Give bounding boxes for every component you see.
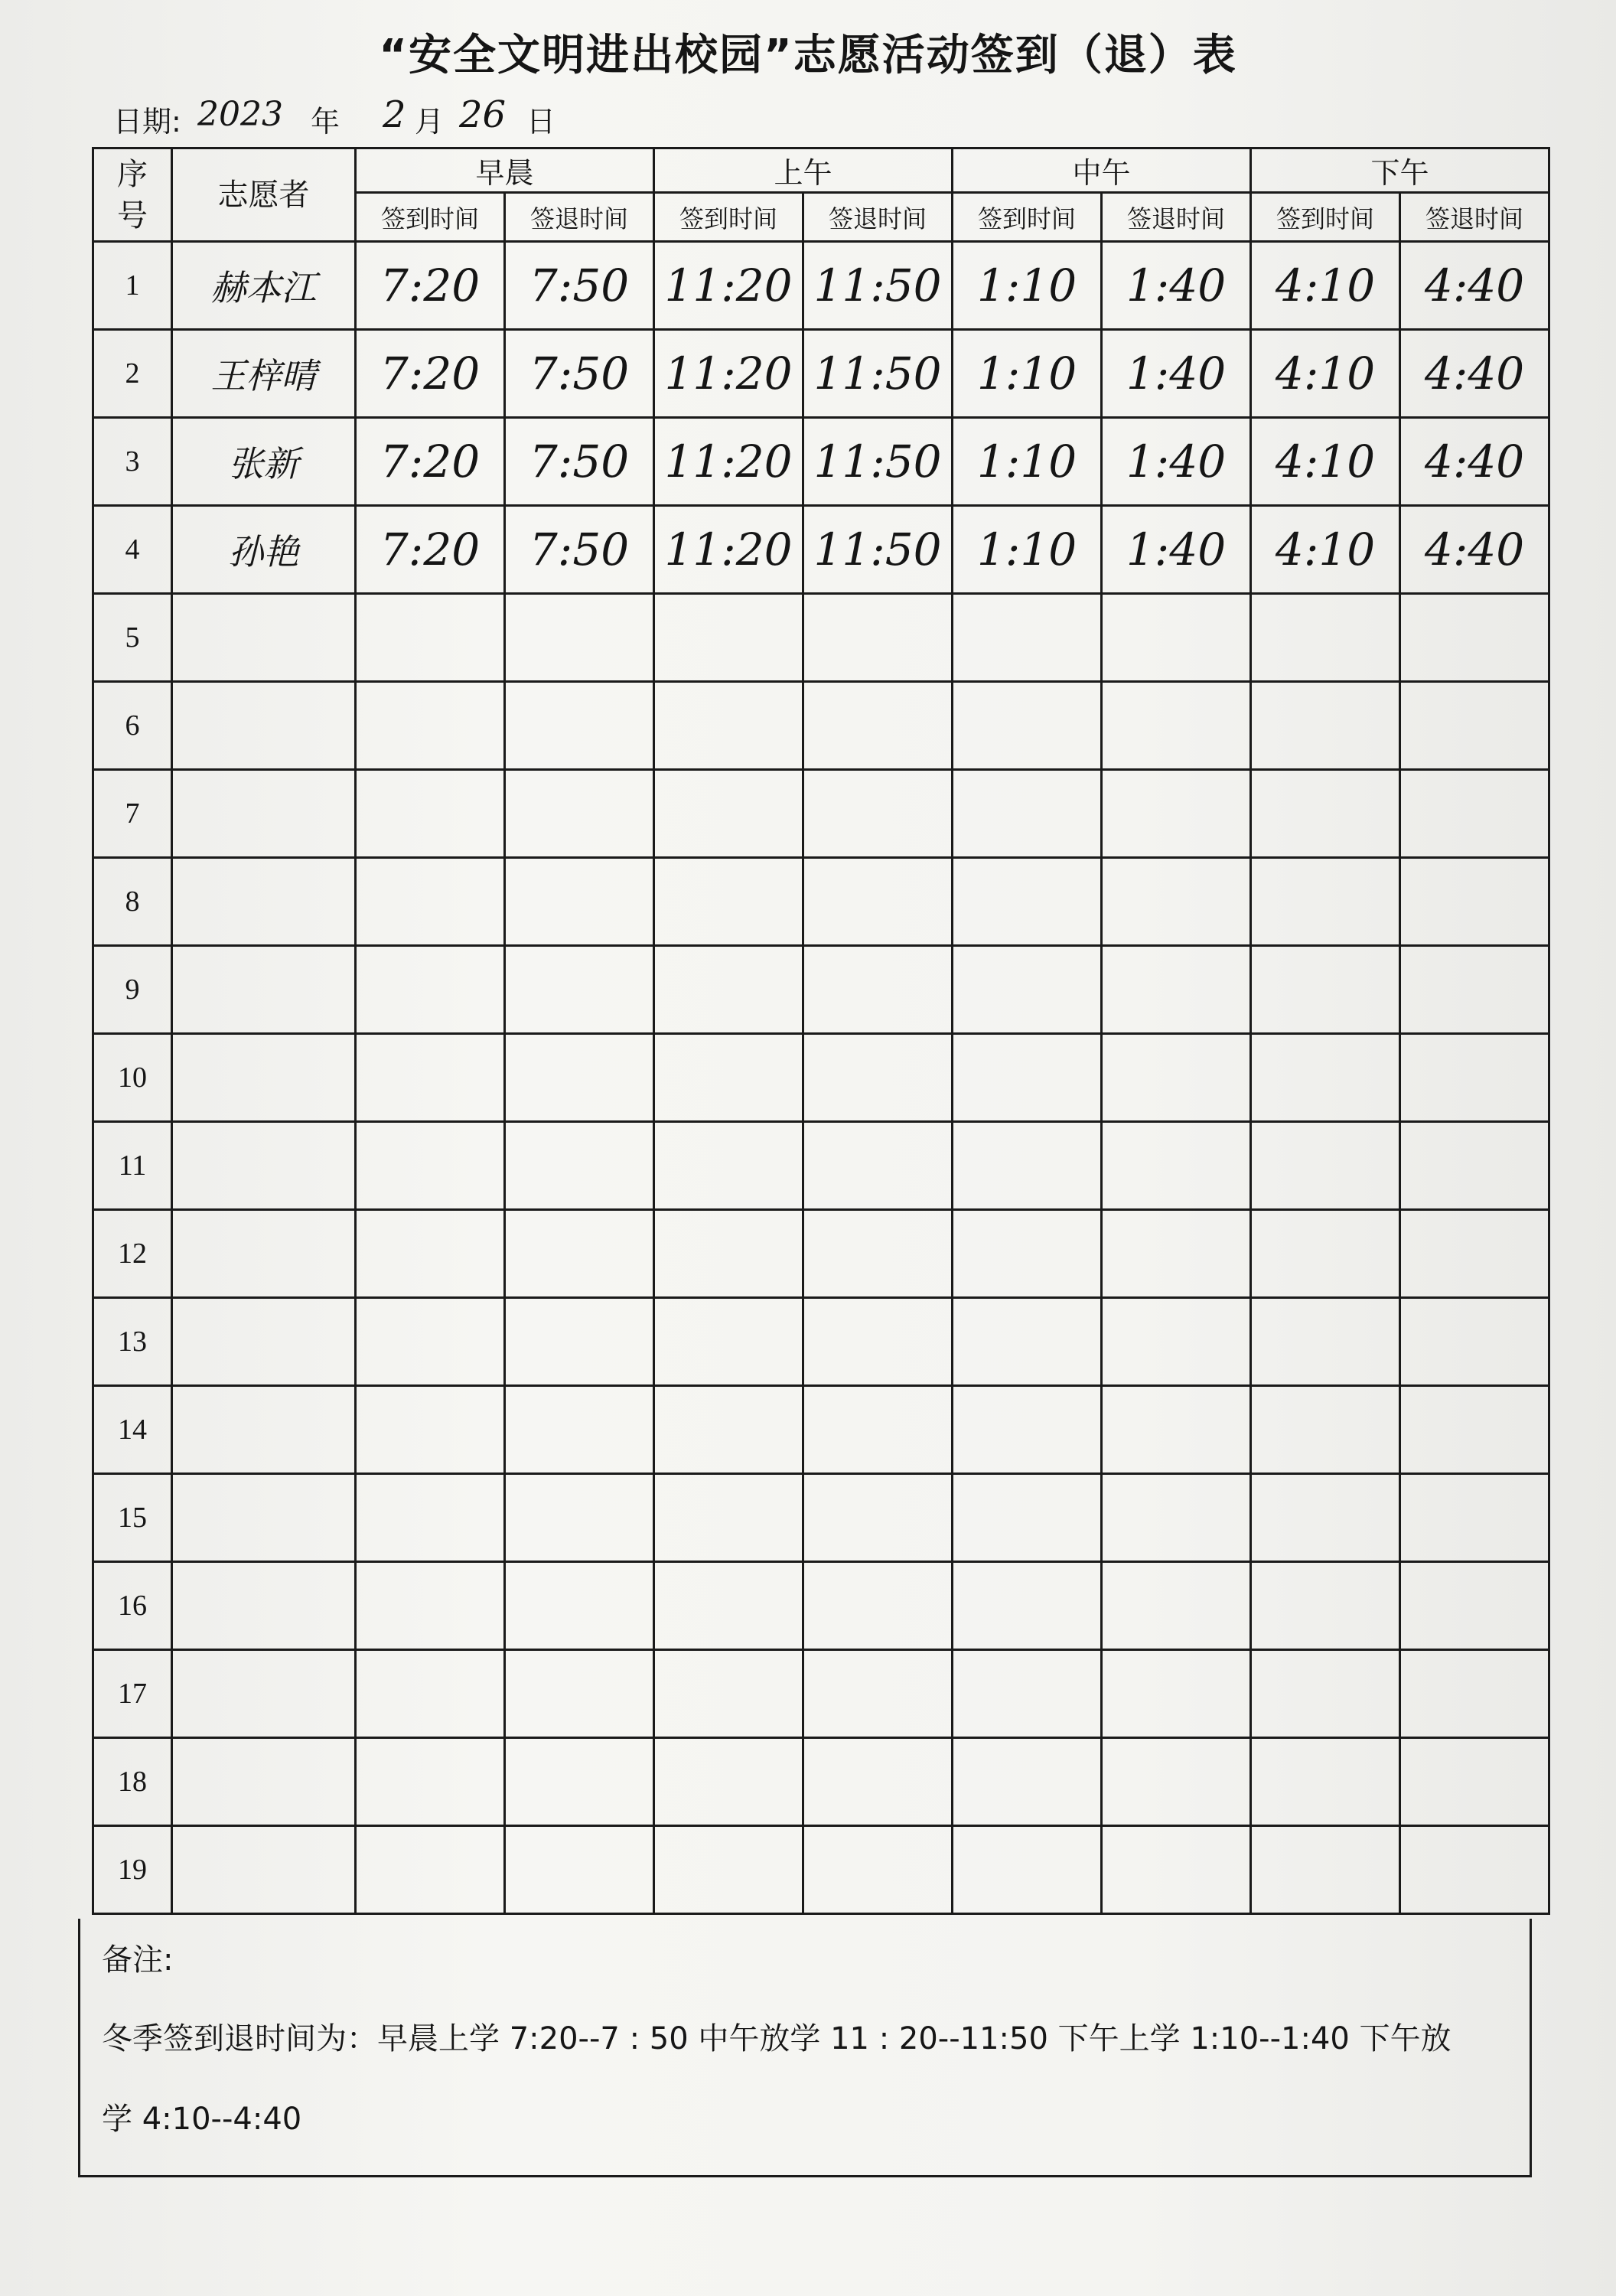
sign-in-time-cell bbox=[356, 770, 505, 858]
sign-out-time-cell bbox=[803, 1386, 953, 1474]
volunteer-name-cell bbox=[172, 1826, 356, 1914]
sign-out-time-cell bbox=[1400, 1034, 1549, 1122]
table-row bbox=[93, 418, 1549, 506]
notes-box bbox=[78, 1919, 1532, 2177]
sign-in-time-cell bbox=[654, 770, 803, 858]
volunteer-name-cell: 孙艳 bbox=[172, 506, 356, 594]
sign-out-time-cell bbox=[1102, 1210, 1251, 1298]
sign-in-time-cell bbox=[356, 1298, 505, 1386]
sign-in-time-cell bbox=[953, 1122, 1102, 1210]
sign-out-time-cell: 7:50 bbox=[505, 418, 654, 506]
table-row bbox=[93, 1826, 1549, 1914]
table-row bbox=[93, 682, 1549, 770]
sign-out-time-cell bbox=[803, 594, 953, 682]
sign-in-time-cell bbox=[1251, 682, 1400, 770]
sign-in-time-cell bbox=[1251, 858, 1400, 946]
sign-in-time-cell bbox=[1251, 1298, 1400, 1386]
sign-out-time-cell bbox=[505, 1034, 654, 1122]
sign-in-time-cell bbox=[1251, 1034, 1400, 1122]
sign-out-time-cell bbox=[505, 858, 654, 946]
sign-in-time-cell: 7:20 bbox=[356, 330, 505, 418]
sign-in-time-cell bbox=[356, 1210, 505, 1298]
sign-in-time-cell: 11:20 bbox=[654, 330, 803, 418]
header-period-afternoon: 下午 bbox=[1251, 148, 1549, 193]
sign-out-time-cell: 7:50 bbox=[505, 330, 654, 418]
sign-in-time-cell bbox=[953, 1562, 1102, 1650]
sign-in-time-cell: 11:20 bbox=[654, 242, 803, 330]
sign-out-time-cell bbox=[505, 594, 654, 682]
header-sign-in: 签到时间 bbox=[953, 193, 1102, 242]
sign-in-time-cell bbox=[654, 1826, 803, 1914]
sign-out-time-cell bbox=[505, 946, 654, 1034]
header-sign-out: 签退时间 bbox=[803, 193, 953, 242]
sign-out-time-cell bbox=[1400, 1386, 1549, 1474]
sign-out-time-cell bbox=[1102, 1826, 1251, 1914]
table-row bbox=[93, 1034, 1549, 1122]
form-title: “安全文明进出校园”志愿活动签到（退）表 bbox=[379, 31, 1237, 80]
sign-out-time-cell: 4:40 bbox=[1400, 330, 1549, 418]
sign-in-time-cell bbox=[356, 858, 505, 946]
sign-in-time-cell bbox=[654, 1562, 803, 1650]
sign-out-time-cell bbox=[1400, 858, 1549, 946]
sign-out-time-cell bbox=[505, 1298, 654, 1386]
header-row-periods bbox=[93, 148, 1549, 193]
sign-out-time-cell bbox=[505, 1210, 654, 1298]
table-row bbox=[93, 506, 1549, 594]
sign-out-time-cell bbox=[1102, 858, 1251, 946]
sign-in-time-cell bbox=[953, 1474, 1102, 1562]
sign-out-time-cell bbox=[1400, 1562, 1549, 1650]
table-row bbox=[93, 330, 1549, 418]
sign-in-time-cell: 1:10 bbox=[953, 506, 1102, 594]
table-row bbox=[93, 1210, 1549, 1298]
sign-in-time-cell: 1:10 bbox=[953, 242, 1102, 330]
date-label: 日期: bbox=[113, 105, 181, 139]
sign-in-time-cell bbox=[356, 1034, 505, 1122]
sign-in-time-cell: 4:10 bbox=[1251, 330, 1400, 418]
header-sign-out: 签退时间 bbox=[1102, 193, 1251, 242]
sign-out-time-cell bbox=[505, 1562, 654, 1650]
volunteer-name-cell bbox=[172, 1562, 356, 1650]
header-sign-out: 签退时间 bbox=[505, 193, 654, 242]
sign-out-time-cell: 11:50 bbox=[803, 330, 953, 418]
table-row bbox=[93, 1298, 1549, 1386]
sign-in-time-cell bbox=[953, 1826, 1102, 1914]
sign-in-time-cell bbox=[953, 1034, 1102, 1122]
sign-out-time-cell bbox=[803, 1650, 953, 1738]
sign-in-time-cell bbox=[654, 1474, 803, 1562]
sign-in-time-cell bbox=[1251, 1826, 1400, 1914]
sign-out-time-cell bbox=[1102, 1562, 1251, 1650]
table-row bbox=[93, 770, 1549, 858]
table-row bbox=[93, 1474, 1549, 1562]
sign-out-time-cell bbox=[1102, 1650, 1251, 1738]
sign-in-time-cell: 4:10 bbox=[1251, 242, 1400, 330]
row-number: 3 bbox=[93, 418, 172, 506]
sign-out-time-cell bbox=[1102, 1474, 1251, 1562]
sign-in-time-cell bbox=[356, 1650, 505, 1738]
table-row bbox=[93, 1650, 1549, 1738]
sign-in-time-cell bbox=[1251, 1562, 1400, 1650]
row-number: 5 bbox=[93, 594, 172, 682]
volunteer-name-cell bbox=[172, 1386, 356, 1474]
date-month: 2 bbox=[383, 93, 406, 136]
sign-out-time-cell: 4:40 bbox=[1400, 506, 1549, 594]
date-day-unit: 日 bbox=[526, 105, 556, 139]
date-year-unit: 年 bbox=[311, 105, 340, 139]
sign-in-time-cell bbox=[654, 1738, 803, 1826]
volunteer-name-cell: 张新 bbox=[172, 418, 356, 506]
volunteer-name-cell: 赫本江 bbox=[172, 242, 356, 330]
header-period-morning: 早晨 bbox=[356, 148, 654, 193]
table-row bbox=[93, 594, 1549, 682]
sign-out-time-cell bbox=[803, 1826, 953, 1914]
sign-in-time-cell: 4:10 bbox=[1251, 506, 1400, 594]
volunteer-name-cell bbox=[172, 1474, 356, 1562]
date-day: 26 bbox=[459, 93, 507, 136]
table-row bbox=[93, 1122, 1549, 1210]
sign-in-time-cell bbox=[356, 1562, 505, 1650]
sign-in-time-cell bbox=[953, 1386, 1102, 1474]
sign-in-time-cell bbox=[356, 1826, 505, 1914]
sign-in-time-cell bbox=[654, 1210, 803, 1298]
header-sign-in: 签到时间 bbox=[356, 193, 505, 242]
table-row bbox=[93, 1386, 1549, 1474]
sign-out-time-cell bbox=[803, 1122, 953, 1210]
date-month-unit: 月 bbox=[415, 105, 445, 139]
sign-out-time-cell bbox=[1102, 1298, 1251, 1386]
table-row bbox=[93, 946, 1549, 1034]
sign-out-time-cell bbox=[1400, 1298, 1549, 1386]
sign-out-time-cell bbox=[1102, 1738, 1251, 1826]
sign-in-time-cell bbox=[654, 946, 803, 1034]
sign-out-time-cell bbox=[803, 858, 953, 946]
sign-out-time-cell: 1:40 bbox=[1102, 242, 1251, 330]
sign-out-time-cell: 1:40 bbox=[1102, 418, 1251, 506]
sign-out-time-cell bbox=[803, 1562, 953, 1650]
volunteer-name-cell bbox=[172, 682, 356, 770]
notes-text-line-2: 学 4:10--4:40 bbox=[102, 2102, 302, 2137]
sign-out-time-cell bbox=[803, 770, 953, 858]
notes-label: 备注: bbox=[102, 1942, 174, 1978]
sign-out-time-cell: 4:40 bbox=[1400, 242, 1549, 330]
sign-out-time-cell bbox=[505, 770, 654, 858]
sign-out-time-cell bbox=[1102, 770, 1251, 858]
sign-in-time-cell: 7:20 bbox=[356, 242, 505, 330]
sign-out-time-cell bbox=[803, 1210, 953, 1298]
row-number: 10 bbox=[93, 1034, 172, 1122]
sign-out-time-cell bbox=[1400, 1650, 1549, 1738]
row-number: 14 bbox=[93, 1386, 172, 1474]
row-number: 17 bbox=[93, 1650, 172, 1738]
sign-in-time-cell bbox=[356, 1386, 505, 1474]
volunteer-name-cell: 王梓晴 bbox=[172, 330, 356, 418]
sign-out-time-cell: 1:40 bbox=[1102, 506, 1251, 594]
volunteer-name-cell bbox=[172, 1298, 356, 1386]
sign-out-time-cell bbox=[505, 1650, 654, 1738]
sign-out-time-cell bbox=[1400, 770, 1549, 858]
sign-in-time-cell bbox=[953, 946, 1102, 1034]
sign-in-time-cell bbox=[1251, 1210, 1400, 1298]
sign-out-time-cell: 4:40 bbox=[1400, 418, 1549, 506]
sign-out-time-cell bbox=[1400, 946, 1549, 1034]
notes-text-line-1: 冬季签到退时间为：早晨上学 7:20--7 : 50 中午放学 11 : 20--11:50 下午上学 1:10--1:40 下午放 bbox=[102, 2021, 1451, 2056]
sign-out-time-cell bbox=[505, 1738, 654, 1826]
sign-out-time-cell: 1:40 bbox=[1102, 330, 1251, 418]
sign-in-time-cell bbox=[1251, 946, 1400, 1034]
row-number: 6 bbox=[93, 682, 172, 770]
sign-in-time-cell: 7:20 bbox=[356, 418, 505, 506]
sign-in-time-cell: 1:10 bbox=[953, 330, 1102, 418]
sign-in-time-cell bbox=[1251, 1650, 1400, 1738]
sign-in-time-cell bbox=[953, 1210, 1102, 1298]
sign-out-time-cell bbox=[1102, 1122, 1251, 1210]
sign-in-time-cell: 11:20 bbox=[654, 418, 803, 506]
sign-in-time-cell bbox=[654, 682, 803, 770]
sign-out-time-cell bbox=[505, 1474, 654, 1562]
row-number: 13 bbox=[93, 1298, 172, 1386]
volunteer-name-cell bbox=[172, 1650, 356, 1738]
row-number: 4 bbox=[93, 506, 172, 594]
sign-in-time-cell bbox=[654, 1650, 803, 1738]
sign-in-time-cell bbox=[1251, 1474, 1400, 1562]
sign-in-time-cell bbox=[356, 594, 505, 682]
sign-in-time-cell bbox=[1251, 1738, 1400, 1826]
sign-in-time-cell bbox=[1251, 594, 1400, 682]
volunteer-name-cell bbox=[172, 770, 356, 858]
sign-out-time-cell bbox=[1102, 682, 1251, 770]
header-period-forenoon: 上午 bbox=[654, 148, 953, 193]
table-row bbox=[93, 1738, 1549, 1826]
sign-in-time-cell bbox=[1251, 770, 1400, 858]
header-sign-in: 签到时间 bbox=[654, 193, 803, 242]
header-sign-in: 签到时间 bbox=[1251, 193, 1400, 242]
sign-out-time-cell bbox=[505, 1122, 654, 1210]
row-number: 15 bbox=[93, 1474, 172, 1562]
sign-in-time-cell bbox=[953, 858, 1102, 946]
row-number: 2 bbox=[93, 330, 172, 418]
sign-out-time-cell bbox=[1400, 1474, 1549, 1562]
sign-in-time-cell bbox=[356, 946, 505, 1034]
sign-in-time-cell bbox=[654, 1034, 803, 1122]
row-number: 18 bbox=[93, 1738, 172, 1826]
sign-out-time-cell: 11:50 bbox=[803, 506, 953, 594]
volunteer-name-cell bbox=[172, 594, 356, 682]
sign-out-time-cell bbox=[1400, 1122, 1549, 1210]
row-number: 7 bbox=[93, 770, 172, 858]
sign-out-time-cell bbox=[1102, 1386, 1251, 1474]
sign-in-time-cell bbox=[654, 1122, 803, 1210]
date-year: 2023 bbox=[197, 95, 283, 134]
volunteer-name-cell bbox=[172, 1210, 356, 1298]
sign-out-time-cell bbox=[1400, 594, 1549, 682]
header-period-noon: 中午 bbox=[953, 148, 1251, 193]
volunteer-name-cell bbox=[172, 1122, 356, 1210]
sign-out-time-cell bbox=[803, 1474, 953, 1562]
sign-in-time-cell bbox=[953, 682, 1102, 770]
table-row bbox=[93, 858, 1549, 946]
volunteer-name-cell bbox=[172, 946, 356, 1034]
row-number: 8 bbox=[93, 858, 172, 946]
sign-out-time-cell bbox=[1102, 1034, 1251, 1122]
volunteer-name-cell bbox=[172, 858, 356, 946]
sign-out-time-cell bbox=[1400, 1210, 1549, 1298]
sign-out-time-cell: 7:50 bbox=[505, 506, 654, 594]
table-row bbox=[93, 1562, 1549, 1650]
sign-in-time-cell bbox=[356, 682, 505, 770]
sign-in-time-cell bbox=[953, 1298, 1102, 1386]
volunteer-name-cell bbox=[172, 1738, 356, 1826]
sign-out-time-cell bbox=[1400, 1826, 1549, 1914]
sign-in-time-cell bbox=[654, 1298, 803, 1386]
sign-in-time-cell bbox=[356, 1122, 505, 1210]
volunteer-name-cell bbox=[172, 1034, 356, 1122]
sign-out-time-cell bbox=[803, 1034, 953, 1122]
sign-in-time-cell: 11:20 bbox=[654, 506, 803, 594]
row-number: 12 bbox=[93, 1210, 172, 1298]
row-number: 1 bbox=[93, 242, 172, 330]
sign-out-time-cell bbox=[505, 1386, 654, 1474]
sign-in-time-cell bbox=[654, 1386, 803, 1474]
header-volunteer: 志愿者 bbox=[172, 148, 356, 242]
sign-in-time-cell: 7:20 bbox=[356, 506, 505, 594]
sign-out-time-cell bbox=[1102, 946, 1251, 1034]
sign-in-time-cell bbox=[953, 594, 1102, 682]
sign-out-time-cell bbox=[803, 682, 953, 770]
sign-in-time-cell bbox=[356, 1738, 505, 1826]
sign-in-time-cell bbox=[953, 1650, 1102, 1738]
sign-out-time-cell bbox=[1400, 1738, 1549, 1826]
header-seq: 序号 bbox=[93, 148, 172, 242]
sign-in-table bbox=[92, 147, 1550, 1915]
sign-in-time-cell: 1:10 bbox=[953, 418, 1102, 506]
sign-out-time-cell: 11:50 bbox=[803, 242, 953, 330]
row-number: 16 bbox=[93, 1562, 172, 1650]
sign-in-time-cell bbox=[1251, 1122, 1400, 1210]
sign-in-time-cell bbox=[356, 1474, 505, 1562]
sign-in-time-cell bbox=[953, 770, 1102, 858]
sign-in-time-cell: 4:10 bbox=[1251, 418, 1400, 506]
sign-out-time-cell bbox=[803, 946, 953, 1034]
sign-out-time-cell: 11:50 bbox=[803, 418, 953, 506]
table-row bbox=[93, 242, 1549, 330]
sign-out-time-cell: 7:50 bbox=[505, 242, 654, 330]
sign-out-time-cell bbox=[803, 1738, 953, 1826]
row-number: 11 bbox=[93, 1122, 172, 1210]
sign-out-time-cell bbox=[1102, 594, 1251, 682]
header-sign-out: 签退时间 bbox=[1400, 193, 1549, 242]
sign-out-time-cell bbox=[505, 1826, 654, 1914]
row-number: 9 bbox=[93, 946, 172, 1034]
sign-in-time-cell bbox=[654, 858, 803, 946]
sign-out-time-cell bbox=[505, 682, 654, 770]
sign-in-time-cell bbox=[953, 1738, 1102, 1826]
sign-in-time-cell bbox=[1251, 1386, 1400, 1474]
row-number: 19 bbox=[93, 1826, 172, 1914]
sign-out-time-cell bbox=[803, 1298, 953, 1386]
sign-in-time-cell bbox=[654, 594, 803, 682]
sign-out-time-cell bbox=[1400, 682, 1549, 770]
